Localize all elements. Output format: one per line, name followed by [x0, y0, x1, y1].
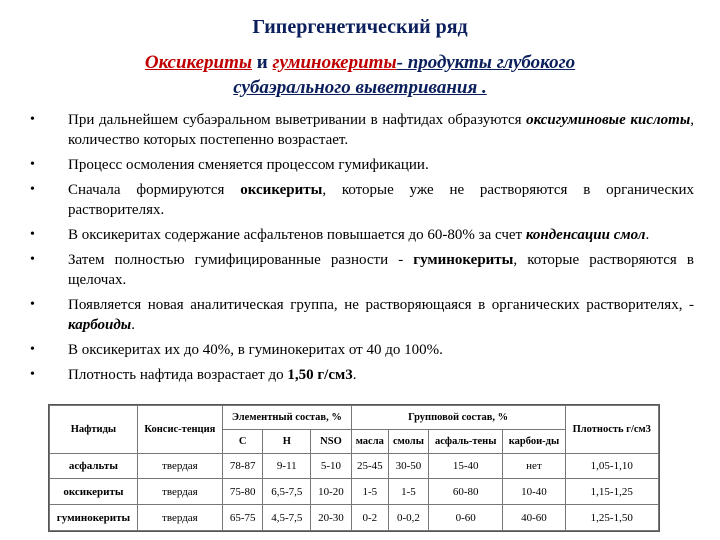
subheader-oils: масла: [351, 429, 388, 453]
header-density: Плотность г/см3: [565, 406, 659, 454]
subtitle-oxykerites: Оксикериты: [144, 52, 253, 73]
subheader-nso: NSO: [311, 429, 352, 453]
bullet-item: • При дальнейшем субаэральном выветривании в нафтидах образуются оксигуминовые кислоты, количество которых постепенно возрастает.: [30, 112, 694, 148]
bullet-item: • Процесс осмоления сменяется процессом гумификации.: [30, 157, 429, 173]
bullet-item: • Появляется новая аналитическая группа, не растворяющаяся в органических растворителях, - карбоиды.: [30, 297, 694, 333]
header-group: Групповой состав, %: [351, 406, 565, 430]
subtitle-and: и: [252, 52, 273, 73]
bullet-icon: •: [30, 297, 35, 312]
header-consistency: Консис-тенция: [137, 406, 222, 454]
bullet-icon: •: [30, 252, 35, 267]
subheader-c: C: [222, 429, 263, 453]
bullet-item: • Плотность нафтида возрастает до 1,50 г/см3.: [30, 367, 357, 383]
table-row: оксикериты твердая 75-80 6,5-7,5 10-20 1-5 1-5 60-80 10-40 1,15-1,25: [50, 479, 659, 505]
subheader-h: H: [263, 429, 311, 453]
bullet-icon: •: [30, 157, 35, 172]
bullet-list: [30, 110, 694, 390]
table-row: асфальты твердая 78-87 9-11 5-10 25-45 30-50 15-40 нет 1,05-1,10: [50, 453, 659, 479]
subtitle-products: - продукты глубокого: [396, 52, 576, 73]
bullet-icon: •: [30, 182, 35, 197]
slide-subtitle: [60, 50, 660, 100]
subheader-carboids: карбои-ды: [503, 429, 565, 453]
bullet-item: • Сначала формируются оксикериты, которые уже не растворяются в органических растворителях.: [30, 182, 695, 218]
slide-title: Гипергенетический ряд: [252, 16, 468, 38]
bullet-item: • В оксикеритах содержание асфальтенов повышается до 60-80% за счет конденсации смол.: [30, 227, 650, 243]
bullet-item: • В оксикеритах их до 40%, в гуминокеритах от 40 до 100%.: [30, 342, 443, 358]
table-row: гуминокериты твердая 65-75 4,5-7,5 20-30 0-2 0-0,2 0-60 40-60 1,25-1,50: [50, 505, 659, 531]
bullet-icon: •: [30, 112, 35, 127]
subheader-asphaltenes: асфаль-тены: [429, 429, 503, 453]
bullet-icon: •: [30, 227, 35, 242]
header-naftids: Нафтиды: [50, 406, 138, 454]
bullet-icon: •: [30, 342, 35, 357]
header-elemental: Элементный состав, %: [222, 406, 351, 430]
bullet-icon: •: [30, 367, 35, 382]
subtitle-weathering: субаэрального выветривания .: [233, 77, 487, 98]
composition-table: [48, 404, 660, 532]
subtitle-huminokerites: гуминокериты: [272, 52, 397, 73]
subheader-resins: смолы: [388, 429, 428, 453]
bullet-item: • Затем полностью гумифицированные разности - гуминокериты, которые растворяются в щелочах.: [30, 252, 694, 288]
